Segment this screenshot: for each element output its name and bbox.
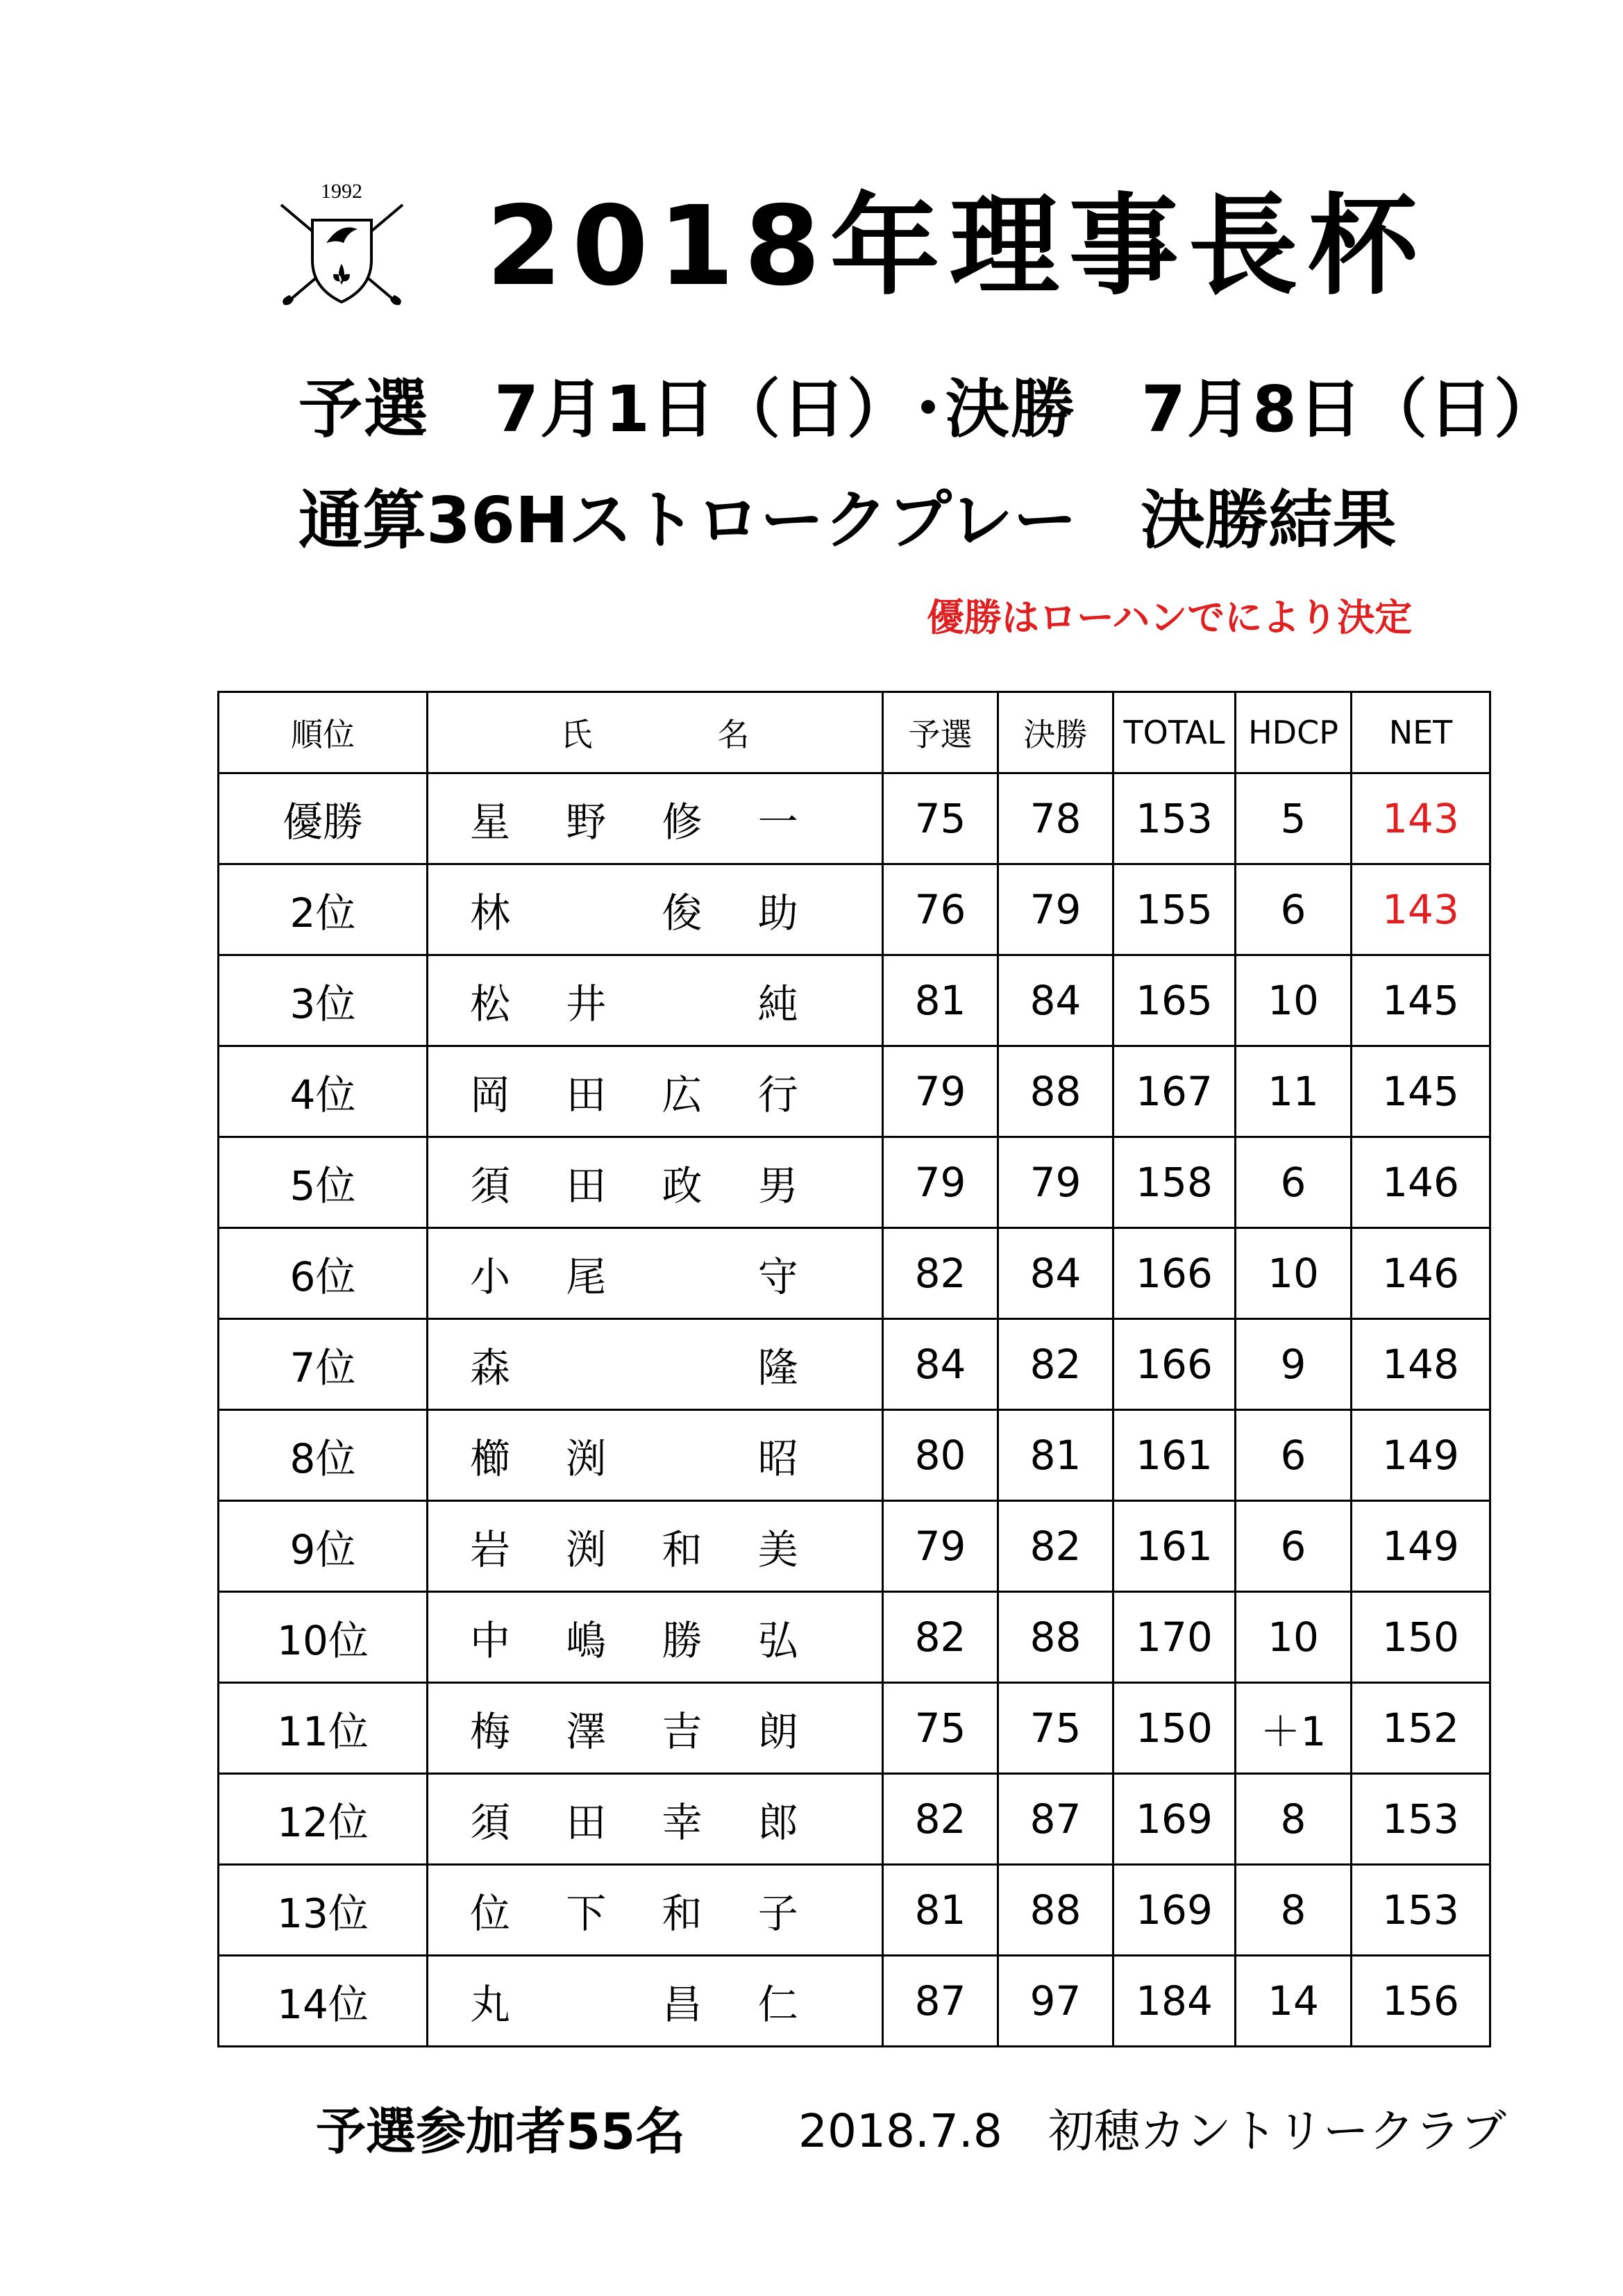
- prelim-score-cell: 84: [883, 1319, 998, 1410]
- net-score-cell: 152: [1352, 1683, 1490, 1774]
- player-name-cell: [428, 1046, 883, 1137]
- player-name: [470, 1062, 854, 1121]
- club-crest-logo: [274, 177, 410, 309]
- final-score-cell: 88: [998, 1592, 1113, 1683]
- net-score-cell: 156: [1352, 1956, 1490, 2047]
- header-prelim: 予選: [883, 692, 998, 773]
- name-character: 修: [662, 798, 703, 846]
- hdcp-cell: 10: [1236, 1592, 1352, 1683]
- name-character: 田: [566, 1162, 607, 1209]
- prelim-score-cell: 79: [883, 1137, 998, 1228]
- final-score-cell: 87: [998, 1774, 1113, 1865]
- prelim-score-cell: 87: [883, 1956, 998, 2047]
- date-and-club: 2018.7.8 初穂カントリークラブ: [798, 2104, 1506, 2158]
- player-name-cell: [428, 955, 883, 1046]
- name-character: 梅: [470, 1708, 511, 1755]
- name-character: 岡: [470, 1071, 511, 1118]
- name-character: 下: [566, 1890, 607, 1937]
- player-name-cell: [428, 1865, 883, 1956]
- name-character: 朗: [757, 1708, 798, 1755]
- name-character: 和: [662, 1890, 703, 1937]
- rank-cell: 4位: [219, 1046, 428, 1137]
- total-score-cell: 155: [1113, 864, 1236, 955]
- total-score-cell: 170: [1113, 1592, 1236, 1683]
- net-score-cell: 149: [1352, 1410, 1490, 1501]
- prelim-score-cell: 82: [883, 1774, 998, 1865]
- rank-cell: 13位: [219, 1865, 428, 1956]
- name-character: 和: [662, 1526, 703, 1573]
- name-character: 守: [757, 1253, 798, 1300]
- header-rank: 順位: [219, 692, 428, 773]
- schedule-subtitle: 予選 7月1日（日）･決勝 7月8日（日）: [298, 372, 1560, 446]
- prelim-score-cell: 79: [883, 1501, 998, 1592]
- name-character: 澤: [566, 1708, 607, 1755]
- hdcp-cell: 6: [1236, 1501, 1352, 1592]
- player-name-cell: [428, 1592, 883, 1683]
- final-score-cell: 97: [998, 1956, 1113, 2047]
- name-character: 田: [566, 1071, 607, 1118]
- name-character: 吉: [662, 1708, 703, 1755]
- player-name: [470, 1790, 854, 1848]
- name-character: 櫛: [470, 1435, 511, 1482]
- table-row: [219, 1774, 1490, 1865]
- net-score-cell: 145: [1352, 1046, 1490, 1137]
- name-character: 松: [470, 980, 511, 1028]
- net-score-cell: 150: [1352, 1592, 1490, 1683]
- total-score-cell: 165: [1113, 955, 1236, 1046]
- player-name-cell: [428, 1228, 883, 1319]
- name-character: 俊: [662, 889, 703, 937]
- name-character: 渕: [566, 1526, 607, 1573]
- rank-cell: 6位: [219, 1228, 428, 1319]
- table-row: [219, 1137, 1490, 1228]
- prelim-score-cell: 76: [883, 864, 998, 955]
- prelim-score-cell: 75: [883, 773, 998, 864]
- net-score-cell: 146: [1352, 1137, 1490, 1228]
- rank-cell: 10位: [219, 1592, 428, 1683]
- name-character: 渕: [566, 1435, 607, 1482]
- rank-cell: 9位: [219, 1501, 428, 1592]
- final-score-cell: 81: [998, 1410, 1113, 1501]
- hdcp-cell: 14: [1236, 1956, 1352, 2047]
- net-score-cell: 146: [1352, 1228, 1490, 1319]
- rank-cell: 優勝: [219, 773, 428, 864]
- participants-count: 予選参加者55名: [316, 2102, 686, 2161]
- final-score-cell: 79: [998, 864, 1113, 955]
- hdcp-cell: 6: [1236, 864, 1352, 955]
- player-name-cell: [428, 1137, 883, 1228]
- header-name-second: 名: [717, 716, 750, 753]
- net-score-cell: 153: [1352, 1865, 1490, 1956]
- name-character: 隆: [757, 1344, 798, 1391]
- total-score-cell: 158: [1113, 1137, 1236, 1228]
- hdcp-cell: 9: [1236, 1319, 1352, 1410]
- rank-cell: 7位: [219, 1319, 428, 1410]
- name-character: 男: [757, 1162, 798, 1209]
- final-score-cell: 82: [998, 1319, 1113, 1410]
- name-character: 弘: [757, 1617, 798, 1664]
- name-character: 純: [757, 980, 798, 1028]
- format-subtitle: 通算36Hストロークプレー 決勝結果: [298, 483, 1397, 558]
- name-character: 林: [470, 889, 511, 937]
- name-character: 尾: [566, 1253, 607, 1300]
- net-score-cell: 153: [1352, 1774, 1490, 1865]
- total-score-cell: 153: [1113, 773, 1236, 864]
- total-score-cell: 166: [1113, 1228, 1236, 1319]
- prelim-score-cell: 82: [883, 1228, 998, 1319]
- table-row: [219, 1046, 1490, 1137]
- results-table: [217, 691, 1491, 2047]
- table-row: [219, 864, 1490, 955]
- name-character: 須: [470, 1799, 511, 1846]
- final-score-cell: 84: [998, 1228, 1113, 1319]
- player-name: [470, 1153, 854, 1212]
- hdcp-cell: ＋1: [1236, 1683, 1352, 1774]
- name-character: 中: [470, 1617, 511, 1664]
- name-character: 仁: [757, 1981, 798, 2028]
- total-score-cell: 150: [1113, 1683, 1236, 1774]
- prelim-score-cell: 75: [883, 1683, 998, 1774]
- net-score-cell: 145: [1352, 955, 1490, 1046]
- table-row: [219, 773, 1490, 864]
- hdcp-cell: 5: [1236, 773, 1352, 864]
- crest-graphic: [274, 177, 410, 309]
- name-character: 小: [470, 1253, 511, 1300]
- hdcp-cell: 10: [1236, 955, 1352, 1046]
- rank-cell: 8位: [219, 1410, 428, 1501]
- net-score-cell: 143: [1352, 864, 1490, 955]
- hdcp-cell: 8: [1236, 1774, 1352, 1865]
- player-name: [470, 880, 854, 939]
- name-character: 嶋: [566, 1617, 607, 1664]
- player-name: [470, 1244, 854, 1302]
- prelim-score-cell: 79: [883, 1046, 998, 1137]
- player-name: [470, 789, 854, 848]
- prelim-score-cell: 81: [883, 1865, 998, 1956]
- header-net: NET: [1352, 692, 1490, 773]
- table-row: [219, 955, 1490, 1046]
- name-character: 助: [757, 889, 798, 937]
- total-score-cell: 169: [1113, 1774, 1236, 1865]
- table-row: [219, 1228, 1490, 1319]
- page-title: 2018年理事長杯: [486, 183, 1427, 310]
- name-character: 星: [470, 798, 511, 846]
- player-name-cell: [428, 1956, 883, 2047]
- name-character: 一: [757, 798, 798, 846]
- hdcp-cell: 6: [1236, 1410, 1352, 1501]
- name-character: 勝: [662, 1617, 703, 1664]
- player-name-cell: [428, 1319, 883, 1410]
- total-score-cell: 166: [1113, 1319, 1236, 1410]
- name-character: 田: [566, 1799, 607, 1846]
- total-score-cell: 161: [1113, 1410, 1236, 1501]
- prelim-score-cell: 82: [883, 1592, 998, 1683]
- name-character: 昭: [757, 1435, 798, 1482]
- net-score-cell: 149: [1352, 1501, 1490, 1592]
- tiebreak-note: 優勝はローハンでにより決定: [927, 596, 1413, 639]
- header-hdcp: HDCP: [1236, 692, 1352, 773]
- player-name: [470, 1699, 854, 1757]
- player-name-cell: [428, 1501, 883, 1592]
- hdcp-cell: 6: [1236, 1137, 1352, 1228]
- hdcp-cell: 11: [1236, 1046, 1352, 1137]
- final-score-cell: 78: [998, 773, 1113, 864]
- logo-year: 1992: [321, 180, 362, 203]
- name-character: 森: [470, 1344, 511, 1391]
- prelim-score-cell: 80: [883, 1410, 998, 1501]
- hdcp-cell: 8: [1236, 1865, 1352, 1956]
- player-name-cell: [428, 1683, 883, 1774]
- final-score-cell: 82: [998, 1501, 1113, 1592]
- table-row: [219, 1410, 1490, 1501]
- player-name: [470, 1517, 854, 1575]
- rank-cell: 5位: [219, 1137, 428, 1228]
- name-character: 井: [566, 980, 607, 1028]
- player-name: [470, 971, 854, 1030]
- name-character: 郎: [757, 1799, 798, 1846]
- final-score-cell: 84: [998, 955, 1113, 1046]
- table-row: [219, 1956, 1490, 2047]
- name-character: 美: [757, 1526, 798, 1573]
- rank-cell: 3位: [219, 955, 428, 1046]
- results-body: [219, 773, 1490, 2047]
- player-name: [470, 1608, 854, 1666]
- rank-cell: 14位: [219, 1956, 428, 2047]
- final-score-cell: 79: [998, 1137, 1113, 1228]
- total-score-cell: 169: [1113, 1865, 1236, 1956]
- header-name-first: 氏: [560, 716, 593, 753]
- final-score-cell: 75: [998, 1683, 1113, 1774]
- header-total: TOTAL: [1113, 692, 1236, 773]
- name-character: 子: [757, 1890, 798, 1937]
- player-name-cell: [428, 1410, 883, 1501]
- total-score-cell: 167: [1113, 1046, 1236, 1137]
- player-name-cell: [428, 773, 883, 864]
- total-score-cell: 184: [1113, 1956, 1236, 2047]
- name-character: 行: [757, 1071, 798, 1118]
- name-character: 昌: [662, 1981, 703, 2028]
- player-name-cell: [428, 1774, 883, 1865]
- table-row: [219, 1865, 1490, 1956]
- name-character: 岩: [470, 1526, 511, 1573]
- table-row: [219, 1319, 1490, 1410]
- total-score-cell: 161: [1113, 1501, 1236, 1592]
- table-header-row: [219, 692, 1490, 773]
- name-character: 位: [470, 1890, 511, 1937]
- rank-cell: 2位: [219, 864, 428, 955]
- name-character: 広: [662, 1071, 703, 1118]
- table-row: [219, 1592, 1490, 1683]
- header-name: [428, 692, 883, 773]
- player-name: [470, 1335, 854, 1393]
- name-character: 幸: [662, 1799, 703, 1846]
- table-row: [219, 1501, 1490, 1592]
- name-character: 須: [470, 1162, 511, 1209]
- player-name: [470, 1972, 854, 2030]
- net-score-cell: 143: [1352, 773, 1490, 864]
- player-name-cell: [428, 864, 883, 955]
- player-name: [470, 1426, 854, 1484]
- table-row: [219, 1683, 1490, 1774]
- name-character: 丸: [470, 1981, 511, 2028]
- rank-cell: 12位: [219, 1774, 428, 1865]
- prelim-score-cell: 81: [883, 955, 998, 1046]
- header-final: 決勝: [998, 692, 1113, 773]
- final-score-cell: 88: [998, 1865, 1113, 1956]
- rank-cell: 11位: [219, 1683, 428, 1774]
- final-score-cell: 88: [998, 1046, 1113, 1137]
- name-character: 野: [566, 798, 607, 846]
- net-score-cell: 148: [1352, 1319, 1490, 1410]
- player-name: [470, 1881, 854, 1939]
- hdcp-cell: 10: [1236, 1228, 1352, 1319]
- name-character: 政: [662, 1162, 703, 1209]
